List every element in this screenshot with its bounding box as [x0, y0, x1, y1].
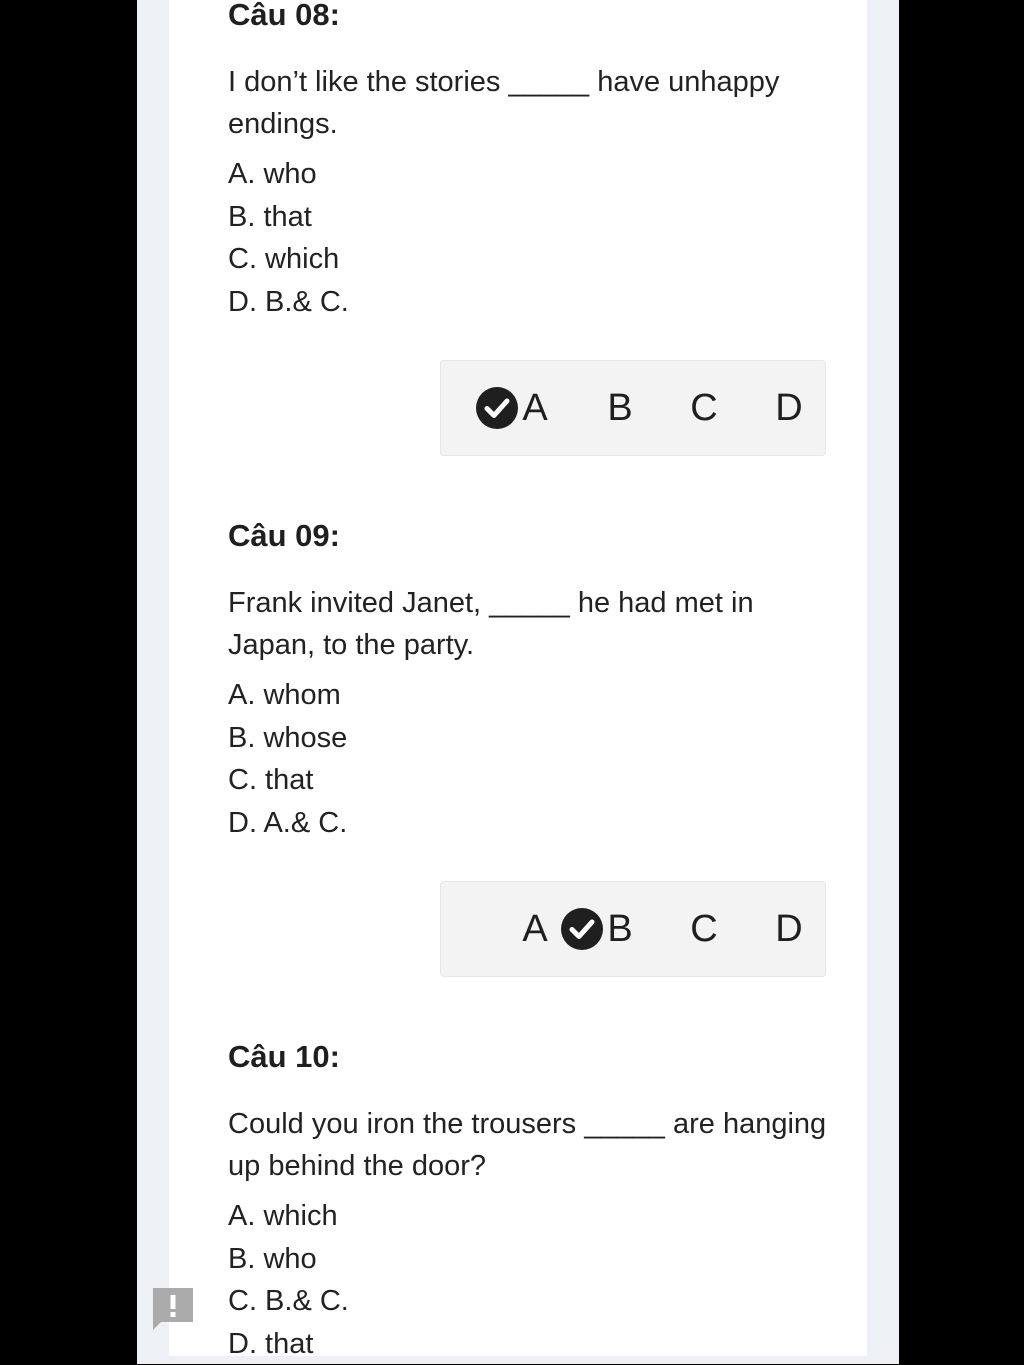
option-d: D. A.& C. [228, 802, 848, 845]
question-09 [228, 516, 848, 844]
question-text: Frank invited Janet, _____ he had met in Japan, to the party. [228, 582, 848, 666]
check-circle-icon [476, 387, 518, 429]
option-c: C. which [228, 238, 848, 281]
answer-c-button[interactable]: C [684, 361, 724, 455]
option-a: A. who [228, 153, 848, 196]
side-panel [137, 0, 899, 1364]
option-d: D. B.& C. [228, 281, 848, 324]
answer-a-button[interactable]: A [515, 882, 555, 976]
question-text: Could you iron the trousers _____ are hanging up behind the door? [228, 1103, 848, 1187]
option-a: A. whom [228, 674, 848, 717]
answer-c-button[interactable]: C [684, 882, 724, 976]
answer-bar-09 [440, 881, 826, 977]
answer-d-button[interactable]: D [769, 882, 809, 976]
question-10 [228, 1037, 848, 1365]
question-title: Câu 09: [228, 516, 848, 556]
option-b: B. whose [228, 717, 848, 760]
quiz-card [169, 0, 867, 1356]
answer-d-button[interactable]: D [769, 361, 809, 455]
question-08 [228, 0, 848, 323]
question-text: I don’t like the stories _____ have unhappy endings. [228, 61, 848, 145]
answer-bar-08 [440, 360, 826, 456]
check-circle-icon [561, 908, 603, 950]
option-b: B. who [228, 1238, 848, 1281]
question-title: Câu 08: [228, 0, 848, 35]
option-a: A. which [228, 1195, 848, 1238]
answer-b-button[interactable]: B [600, 882, 640, 976]
option-c: C. B.& C. [228, 1280, 848, 1323]
answer-a-button[interactable]: A [515, 361, 555, 455]
option-b: B. that [228, 196, 848, 239]
report-flag-icon[interactable] [151, 1286, 195, 1330]
answer-b-button[interactable]: B [600, 361, 640, 455]
option-c: C. that [228, 759, 848, 802]
question-title: Câu 10: [228, 1037, 848, 1077]
option-d: D. that [228, 1323, 848, 1365]
